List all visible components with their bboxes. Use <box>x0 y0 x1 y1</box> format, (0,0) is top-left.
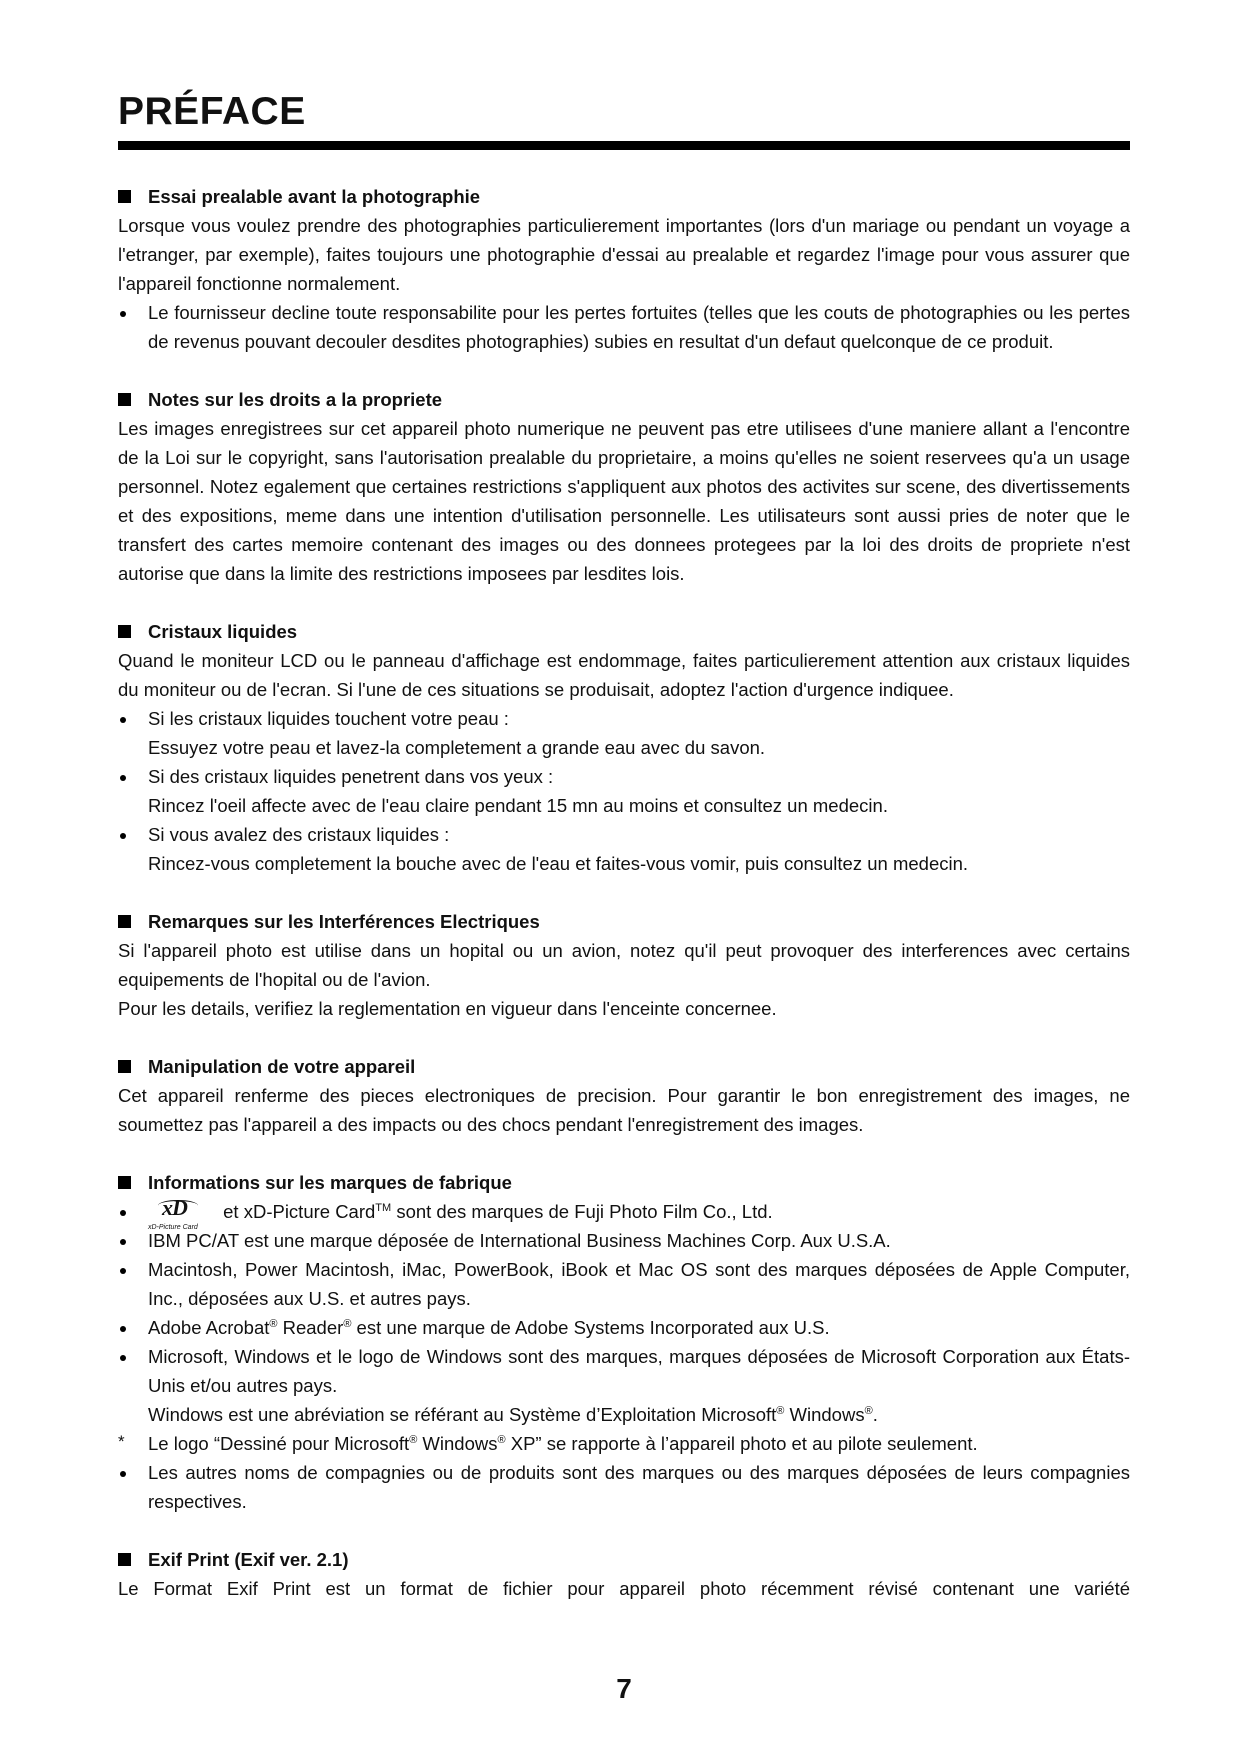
list-item-line: Rincez l'oeil affecte avec de l'eau claire pendant 15 mn au moins et consultez un medecin. <box>148 795 888 816</box>
list-item-adobe <box>118 1313 1130 1342</box>
section-paragraph: Pour les details, verifiez la reglementation en vigueur dans l'enceinte concernee. <box>118 998 777 1019</box>
section-manipulation-appareil <box>118 1052 1130 1139</box>
bullet-dot-icon <box>118 762 148 820</box>
bullet-dot-icon <box>118 1458 148 1516</box>
section-heading <box>118 1052 1130 1081</box>
section-heading <box>118 1168 1130 1197</box>
section-droits-propriete <box>118 385 1130 588</box>
list-item-text <box>148 704 1130 762</box>
text-fragment: XP” se rapporte à l’appareil photo et au pilote seulement. <box>505 1433 978 1454</box>
list-item-line: Rincez-vous completement la bouche avec de l'eau et faites-vous vomir, puis consultez un medecin. <box>148 853 969 874</box>
text-fragment: est une marque de Adobe Systems Incorporated aux U.S. <box>351 1317 830 1338</box>
trademark-symbol: TM <box>375 1202 392 1214</box>
registered-symbol: ® <box>497 1434 506 1446</box>
list-item-logo-note <box>118 1429 1130 1458</box>
square-bullet-icon <box>118 915 131 928</box>
section-heading <box>118 907 1130 936</box>
asterisk-marker-icon <box>118 1429 148 1458</box>
list-item-line: Si les cristaux liquides touchent votre peau : <box>148 708 509 729</box>
text-fragment: Adobe Acrobat <box>148 1317 270 1338</box>
list-item-text <box>148 1313 1130 1342</box>
list-item-apple <box>118 1255 1130 1313</box>
section-essai-prealable <box>118 182 1130 356</box>
list-item <box>118 298 1130 356</box>
section-heading-text: Remarques sur les Interférences Electriques <box>148 911 540 932</box>
list-item-line: Si vous avalez des cristaux liquides : <box>148 824 450 845</box>
list-item-text <box>148 1342 1130 1429</box>
list-item <box>118 762 1130 820</box>
xd-picture-card-logo-icon <box>148 1195 214 1231</box>
section-heading <box>118 617 1130 646</box>
xd-logo-caption: xD-Picture Card <box>148 1224 198 1231</box>
square-bullet-icon <box>118 1553 131 1566</box>
bullet-dot-icon <box>118 1255 148 1313</box>
section-marques-fabrique <box>118 1168 1130 1516</box>
page-title: PRÉFACE <box>118 90 306 133</box>
text-fragment: Windows <box>784 1404 865 1425</box>
section-heading-text: Essai prealable avant la photographie <box>148 186 481 207</box>
section-paragraph: Les images enregistrees sur cet appareil photo numerique ne peuvent pas etre utilisees d'une maniere allant a l'encontre de la Loi sur le copyright, sans l'autorisation prealable du proprietaire, a moins qu'elles ne soient reservees qu'a un usage personnel. Notez egalement que certaines restrictions s'appliquent aux photos des activites sur scene, des divertissements et des expositions, meme dans une intention d'utilisation personnelle. Les utilisateurs sont aussi pries de noter que le transfert des cartes memoire contenant des images ou des donnees protegees par la loi des droits de propriete n'est autorise que dans la limite des restrictions imposees par lesdites lois. <box>118 418 1130 584</box>
list-item-line <box>148 1400 1130 1429</box>
text-fragment: Le logo “Dessiné pour Microsoft <box>148 1433 410 1454</box>
list-item-text <box>148 762 1130 820</box>
section-paragraph: Le Format Exif Print est un format de fichier pour appareil photo récemment révisé contenant une variété <box>118 1578 1130 1599</box>
list-item-xd <box>118 1195 1130 1231</box>
list-item-text <box>148 820 1130 878</box>
square-bullet-icon <box>118 1060 131 1073</box>
section-heading <box>118 182 1130 211</box>
section-paragraph: Lorsque vous voulez prendre des photographies particulierement importantes (lors d'un mariage ou pendant un voyage a l'etranger, par exemple), faites toujours une photographie d'essai au prealable et regardez l'image pour vous assurer que l'appareil fonctionne normalement. <box>118 215 1130 294</box>
bullet-dot-icon <box>118 1342 148 1429</box>
list-item-text <box>148 1429 1130 1458</box>
title-rule-divider <box>118 141 1130 150</box>
text-fragment: sont des marques de Fuji Photo Film Co., Ltd. <box>391 1201 773 1222</box>
list-item <box>118 704 1130 762</box>
section-heading-text: Informations sur les marques de fabrique <box>148 1172 512 1193</box>
square-bullet-icon <box>118 393 131 406</box>
registered-symbol: ® <box>269 1318 278 1330</box>
list-item-text: IBM PC/AT est une marque déposée de International Business Machines Corp. Aux U.S.A. <box>148 1230 891 1251</box>
text-fragment: Windows <box>417 1433 498 1454</box>
bullet-dot-icon <box>118 298 148 356</box>
bullet-dot-icon <box>118 1313 148 1342</box>
section-heading-text: Exif Print (Exif ver. 2.1) <box>148 1549 349 1570</box>
list-item-line: Si des cristaux liquides penetrent dans vos yeux : <box>148 766 554 787</box>
text-fragment: Reader <box>277 1317 344 1338</box>
registered-symbol: ® <box>776 1405 785 1417</box>
text-fragment: . <box>872 1404 878 1425</box>
section-heading-text: Manipulation de votre appareil <box>148 1056 416 1077</box>
section-heading-text: Notes sur les droits a la propriete <box>148 389 443 410</box>
list-item-line: Essuyez votre peau et lavez-la completement a grande eau avec du savon. <box>148 737 766 758</box>
list-item-line: Microsoft, Windows et le logo de Windows sont des marques, marques déposées de Microsoft Corporation aux États-Unis et/ou autres pays. <box>148 1346 1130 1396</box>
list-item-ibm <box>118 1226 1130 1255</box>
list-item-text <box>148 1195 1130 1231</box>
square-bullet-icon <box>118 190 131 203</box>
list-item <box>118 820 1130 878</box>
registered-symbol: ® <box>864 1405 873 1417</box>
bullet-dot-icon <box>118 1197 148 1226</box>
registered-symbol: ® <box>343 1318 352 1330</box>
section-heading <box>118 385 1130 414</box>
section-paragraph: Si l'appareil photo est utilise dans un hopital ou un avion, notez qu'il peut provoquer des interferences avec certains equipements de l'hopital ou de l'avion. <box>118 940 1130 990</box>
list-item-text: Le fournisseur decline toute responsabilite pour les pertes fortuites (telles que les couts de photographies ou les pertes de revenus pouvant decouler desdites photographies) subies en resultat d'un defaut quelconque de ce produit. <box>148 302 1130 352</box>
square-bullet-icon <box>118 1176 131 1189</box>
section-heading <box>118 1545 1130 1574</box>
page-content <box>118 182 1130 1632</box>
section-paragraph: Quand le moniteur LCD ou le panneau d'affichage est endommage, faites particulierement attention aux cristaux liquides du moniteur ou de l'ecran. Si l'une de ces situations se produisait, adoptez l'action d'urgence indiquee. <box>118 650 1130 700</box>
bullet-dot-icon <box>118 1226 148 1255</box>
list-item-others <box>118 1458 1130 1516</box>
section-interferences-electriques <box>118 907 1130 1023</box>
bullet-dot-icon <box>118 704 148 762</box>
list-item-text: Les autres noms de compagnies ou de produits sont des marques ou des marques déposées de leurs compagnies respectives. <box>148 1462 1130 1512</box>
square-bullet-icon <box>118 625 131 638</box>
section-paragraph: Cet appareil renferme des pieces electroniques de precision. Pour garantir le bon enregistrement des images, ne soumettez pas l'appareil a des impacts ou des chocs pendant l'enregistrement des images. <box>118 1085 1130 1135</box>
xd-logo-mark: xD <box>162 1195 187 1220</box>
page-number: 7 <box>616 1673 632 1704</box>
list-item-microsoft <box>118 1342 1130 1429</box>
bullet-dot-icon <box>118 820 148 878</box>
list-item-text: Macintosh, Power Macintosh, iMac, PowerBook, iBook et Mac OS sont des marques déposées de Apple Computer, Inc., déposées aux U.S. et autres pays. <box>148 1259 1130 1309</box>
section-heading-text: Cristaux liquides <box>148 621 298 642</box>
section-cristaux-liquides <box>118 617 1130 878</box>
section-exif-print <box>118 1545 1130 1603</box>
registered-symbol: ® <box>409 1434 418 1446</box>
text-fragment: Windows est une abréviation se référant au Système d’Exploitation Microsoft <box>148 1404 777 1425</box>
text-fragment: et xD-Picture Card <box>218 1201 376 1222</box>
